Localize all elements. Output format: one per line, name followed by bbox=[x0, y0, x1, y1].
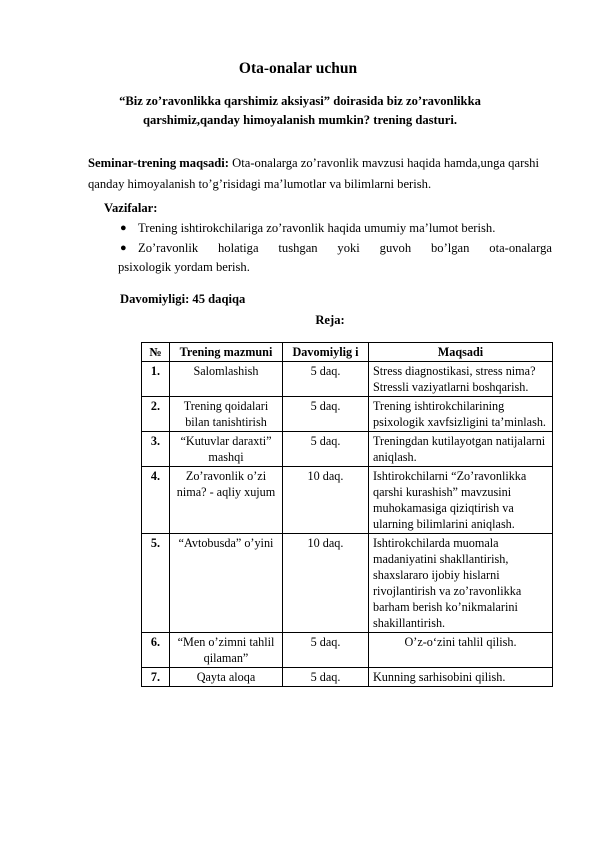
header-duration: Davomiylig i bbox=[283, 343, 369, 362]
task-item bbox=[120, 219, 552, 238]
row-goal: Kunning sarhisobini qilish. bbox=[369, 668, 553, 687]
row-duration: 5 daq. bbox=[283, 668, 369, 687]
page-title: Ota-onalar uchun bbox=[238, 60, 358, 77]
task-text-continued: psixologik yordam berish. bbox=[118, 260, 250, 274]
task-list bbox=[120, 219, 552, 277]
row-content: Zo’ravonlik o’zi nima? - aqliy xujum bbox=[170, 467, 283, 534]
row-duration: 5 daq. bbox=[283, 362, 369, 397]
row-duration: 5 daq. bbox=[283, 397, 369, 432]
plan-heading: Reja: bbox=[315, 313, 345, 327]
seminar-goal-text: Ota-onalarga zo’ravonlik mavzusi haqida hamda,unga qarshi qanday himoyalanish to’g’risidagi ma’lumotlar va bilimlarni berish. bbox=[88, 156, 539, 191]
row-goal: Trening ishtirokchilarining psixologik xavfsizligini ta’minlash. bbox=[369, 397, 553, 432]
row-content: “Men o’zimni tahlil qilaman” bbox=[170, 633, 283, 668]
row-num: 2. bbox=[142, 397, 170, 432]
table-row bbox=[142, 668, 553, 687]
table-row bbox=[142, 467, 553, 534]
table-header-row bbox=[142, 343, 553, 362]
row-content: Qayta aloqa bbox=[170, 668, 283, 687]
row-content: Salomlashish bbox=[170, 362, 283, 397]
row-num: 6. bbox=[142, 633, 170, 668]
bullet-icon: ● bbox=[120, 242, 127, 254]
row-goal: Treningdan kutilayotgan natijalarni aniqlash. bbox=[369, 432, 553, 467]
row-goal: Stress diagnostikasi, stress nima? Stressli vaziyatlarni boshqarish. bbox=[369, 362, 553, 397]
row-num: 5. bbox=[142, 534, 170, 633]
task-text: Zo’ravonlik holatiga tushgan yoki guvoh bo’lgan ota-onalarga bbox=[138, 241, 552, 255]
row-content: “Kutuvlar daraxti” mashqi bbox=[170, 432, 283, 467]
row-goal: Ishtirokchilarni “Zo’ravonlikka qarshi kurashish” mavzusini muhokamasiga qiziqtirish va ularning bilimlarini aniqlash. bbox=[369, 467, 553, 534]
row-content: “Avtobusda” o’yini bbox=[170, 534, 283, 633]
table-row bbox=[142, 633, 553, 668]
row-content: Trening qoidalari bilan tanishtirish bbox=[170, 397, 283, 432]
header-goal: Maqsadi bbox=[369, 343, 553, 362]
table-row bbox=[142, 397, 553, 432]
table-row bbox=[142, 534, 553, 633]
plan-table bbox=[141, 342, 553, 687]
table-row bbox=[142, 362, 553, 397]
row-num: 4. bbox=[142, 467, 170, 534]
page-subtitle: “Biz zo’ravonlikka qarshimiz aksiyasi” doirasida biz zo’ravonlikka qarshimiz,qanday himoyalanish mumkin? trening dasturi. bbox=[119, 94, 481, 127]
task-item bbox=[120, 239, 552, 277]
table-row bbox=[142, 432, 553, 467]
bullet-icon: ● bbox=[120, 222, 127, 234]
seminar-goal bbox=[88, 153, 540, 195]
row-goal: O’z-o‘zini tahlil qilish. bbox=[369, 633, 553, 668]
row-duration: 5 daq. bbox=[283, 432, 369, 467]
header-num: № bbox=[142, 343, 170, 362]
duration-text: Davomiyligi: 45 daqiqa bbox=[120, 292, 246, 306]
row-duration: 5 daq. bbox=[283, 633, 369, 668]
row-duration: 10 daq. bbox=[283, 534, 369, 633]
row-num: 1. bbox=[142, 362, 170, 397]
row-duration: 10 daq. bbox=[283, 467, 369, 534]
header-content: Trening mazmuni bbox=[170, 343, 283, 362]
row-num: 3. bbox=[142, 432, 170, 467]
tasks-heading: Vazifalar: bbox=[104, 201, 158, 215]
row-num: 7. bbox=[142, 668, 170, 687]
seminar-goal-label: Seminar-trening maqsadi: bbox=[88, 156, 229, 170]
row-goal: Ishtirokchilarda muomala madaniyatini shakllantirish, shaxslararo ijobiy hislarni rivojlantirish va zo’ravonlikka barham berish ko’nikmalarini shakillantirish. bbox=[369, 534, 553, 633]
task-text: Trening ishtirokchilariga zo’ravonlik haqida umumiy ma’lumot berish. bbox=[138, 221, 496, 235]
